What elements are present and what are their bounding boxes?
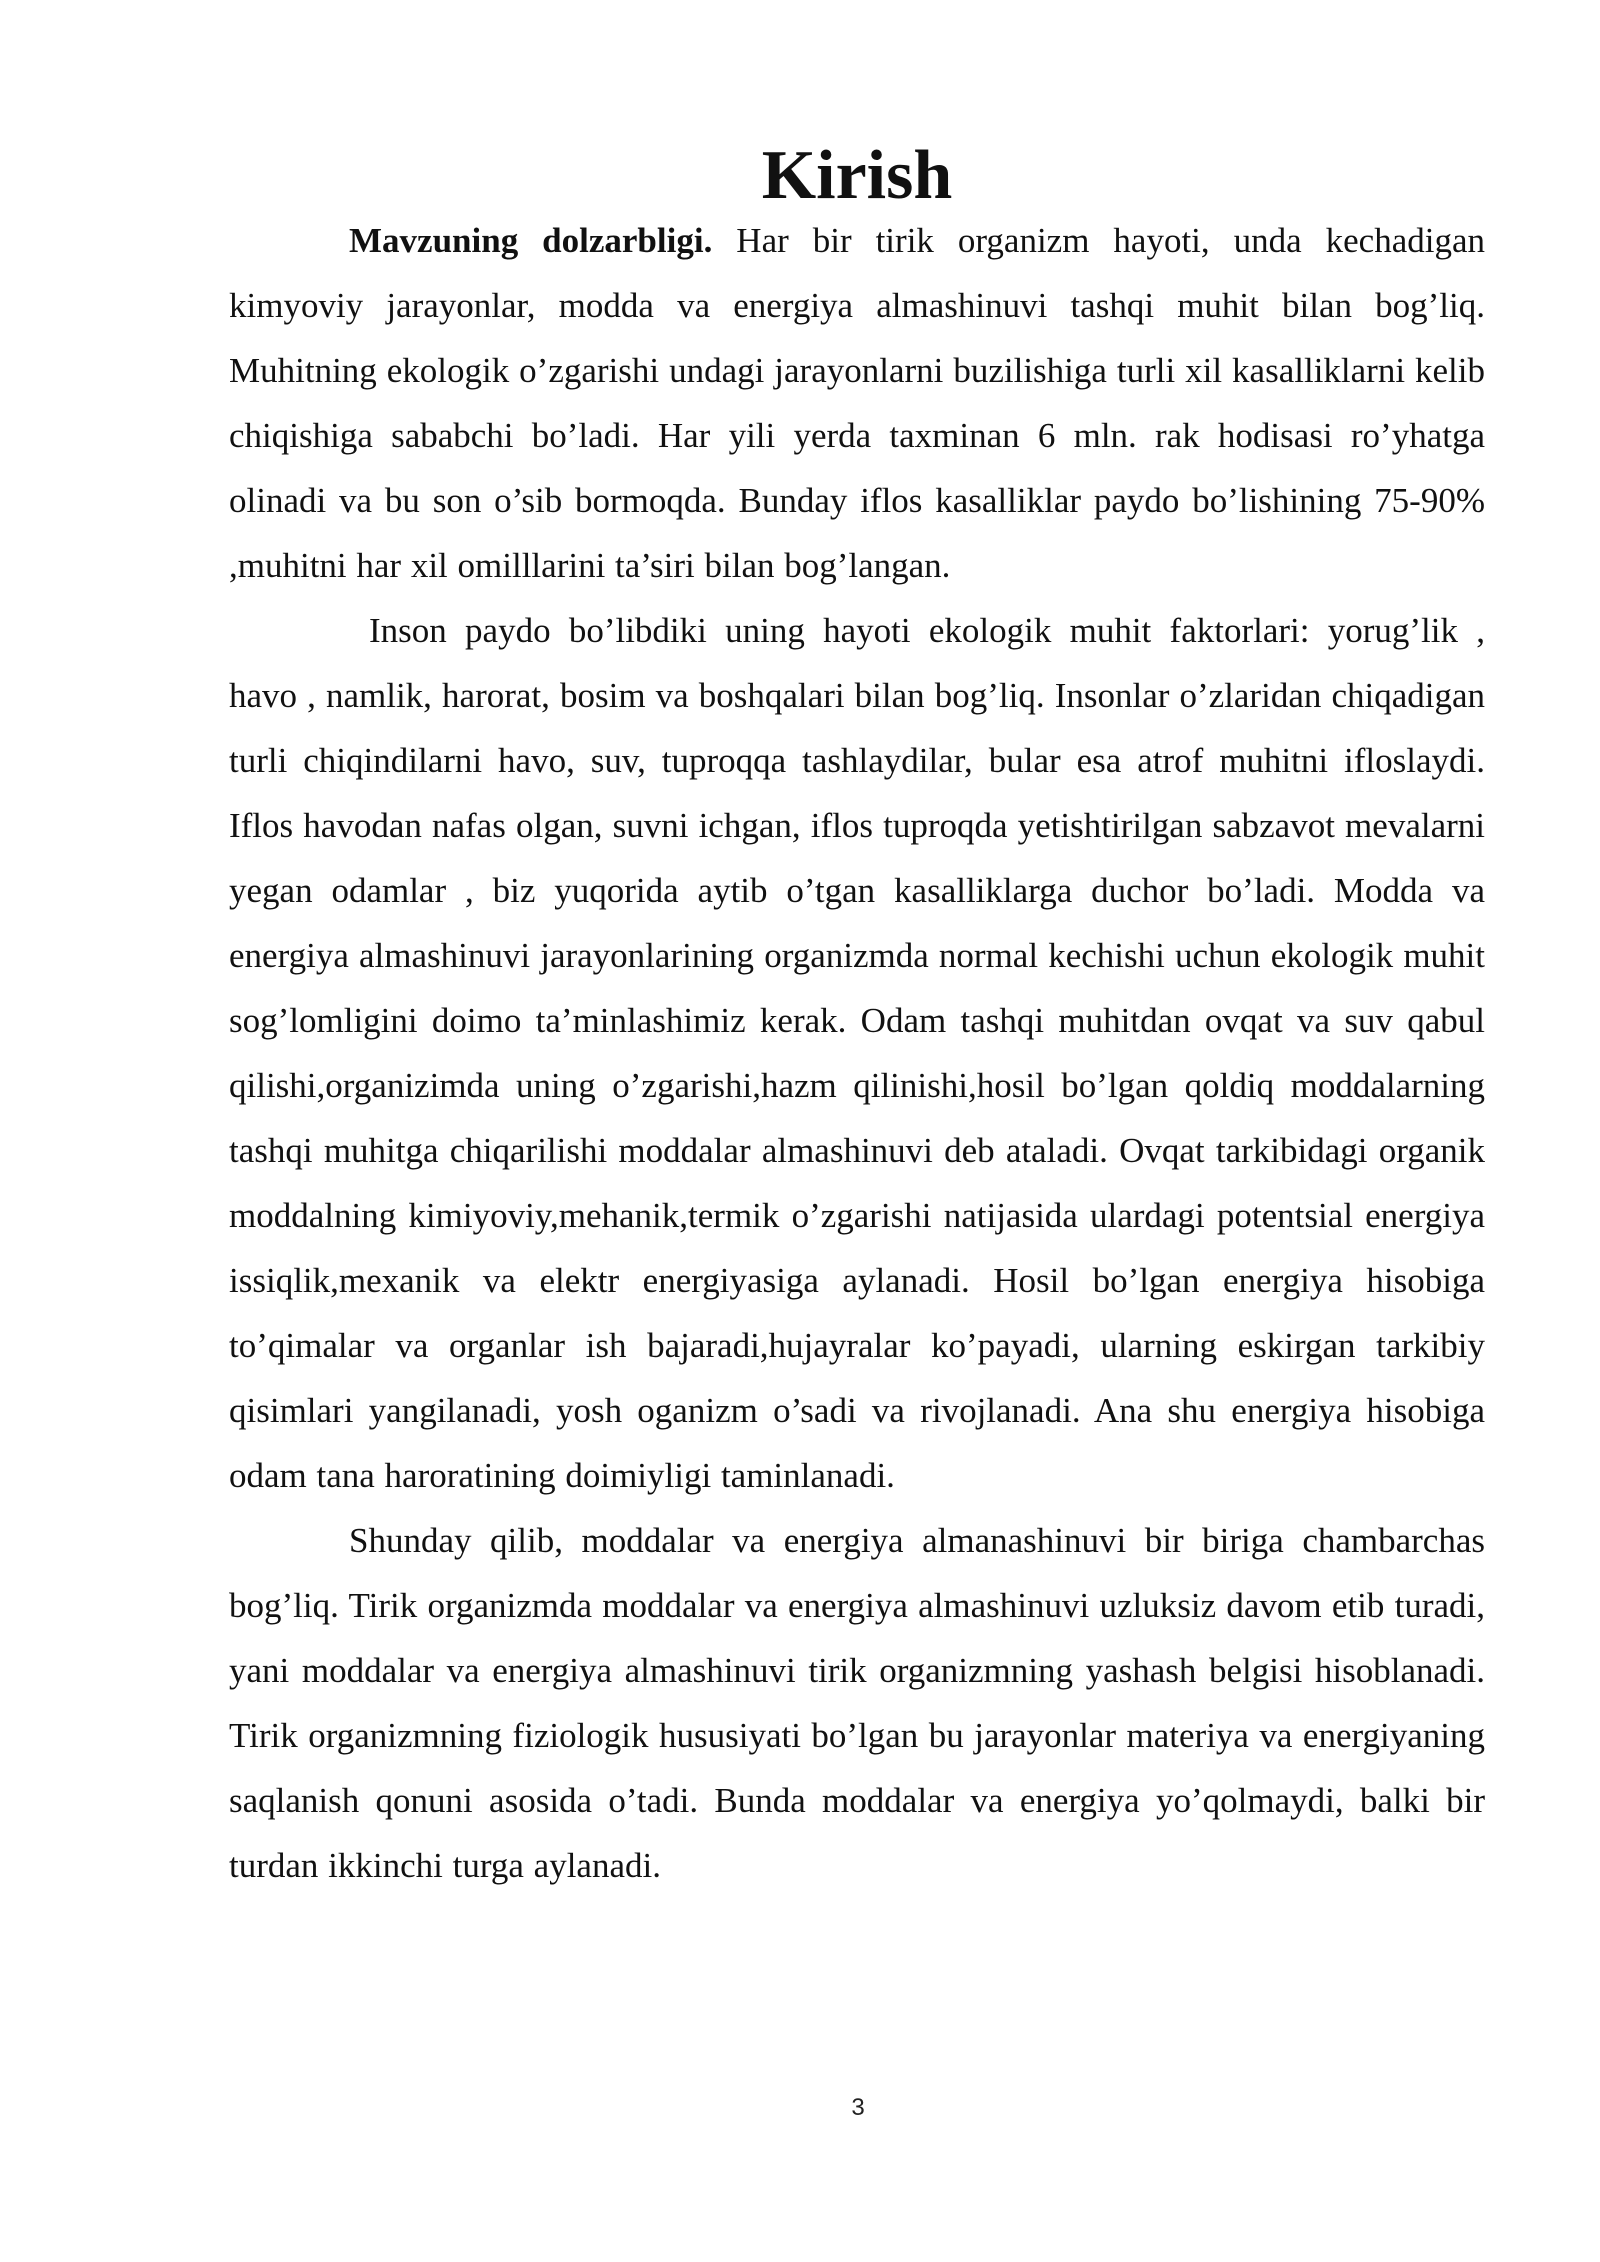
paragraph-ecology: Inson paydo bo’libdiki uning hayoti ekologik muhit faktorlari: yorug’lik , havo , namlik, harorat, bosim va boshqalari bilan bog’liq. Insonlar o’zlaridan chiqadigan turli chiqindilarni havo, suv, tuproqqa tashlaydilar, bular esa atrof muhitni ifloslaydi. Iflos havodan nafas olgan, suvni ichgan, iflos tuproqda yetishtirilgan sabzavot mevalarni yegan odamlar , biz yuqorida aytib o’tgan kasalliklarga duchor bo’ladi. Modda va energiya almashinuvi jarayonlarining organizmda normal kechishi uchun ekologik muhit sog’lomligini doimo ta’minlashimiz kerak. Odam tashqi muhitdan ovqat va suv qabul qilishi,organizimda uning o’zgarishi,hazm qilinishi,hosil bo’lgan qoldiq moddalarning tashqi muhitga chiqarilishi moddalar almashinuvi deb ataladi. Ovqat tarkibidagi organik moddalning kimiyoviy,mehanik,termik o’zgarishi natijasida ulardagi potentsial energiya issiqlik,mexanik va elektr energiyasiga aylanadi. Hosil bo’lgan energiya hisobiga to’qimalar va organlar ish bajaradi,hujayralar ko’payadi, ularning eskirgan tarkibiy qisimlari yangilanadi, yosh oganizm o’sadi va rivojlanadi. Ana shu energiya hisobiga odam tana haroratining doimiyligi taminlanadi. (229, 611, 1485, 1495)
page-number: 3 (851, 2094, 865, 2121)
paragraph-relevance (229, 208, 1485, 598)
page-content (229, 137, 1485, 1898)
paragraph-metabolism: Shunday qilib, moddalar va energiya almanashinuvi bir biriga chambarchas bog’liq. Tirik organizmda moddalar va energiya almashinuvi uzluksiz davom etib turadi, yani moddalar va energiya almashinuvi tirik organizmning yashash belgisi hisoblanadi. Tirik organizmning fiziologik hususiyati bo’lgan bu jarayonlar materiya va energiyaning saqlanish qonuni asosida o’tadi. Bunda moddalar va energiya yo’qolmaydi, balki bir turdan ikkinchi turga aylanadi. (229, 1521, 1485, 1885)
section-title: Kirish (761, 137, 953, 214)
paragraph-text: Har bir tirik organizm hayoti, unda kechadigan kimyoviy jarayonlar, modda va energiya almashinuvi tashqi muhit bilan bog’liq. Muhitning ekologik o’zgarishi undagi jarayonlarni buzilishiga turli xil kasalliklarni kelib chiqishiga sababchi bo’ladi. Har yili yerda taxminan 6 mln. rak hodisasi ro’yhatga olinadi va bu son o’sib bormoqda. Bunday iflos kasalliklar paydo bo’lishining 75-90% ,muhitni har xil omilllarini ta’siri bilan bog’langan. (229, 221, 1485, 585)
paragraph-lead-heading: Mavzuning dolzarbligi. (349, 221, 713, 260)
